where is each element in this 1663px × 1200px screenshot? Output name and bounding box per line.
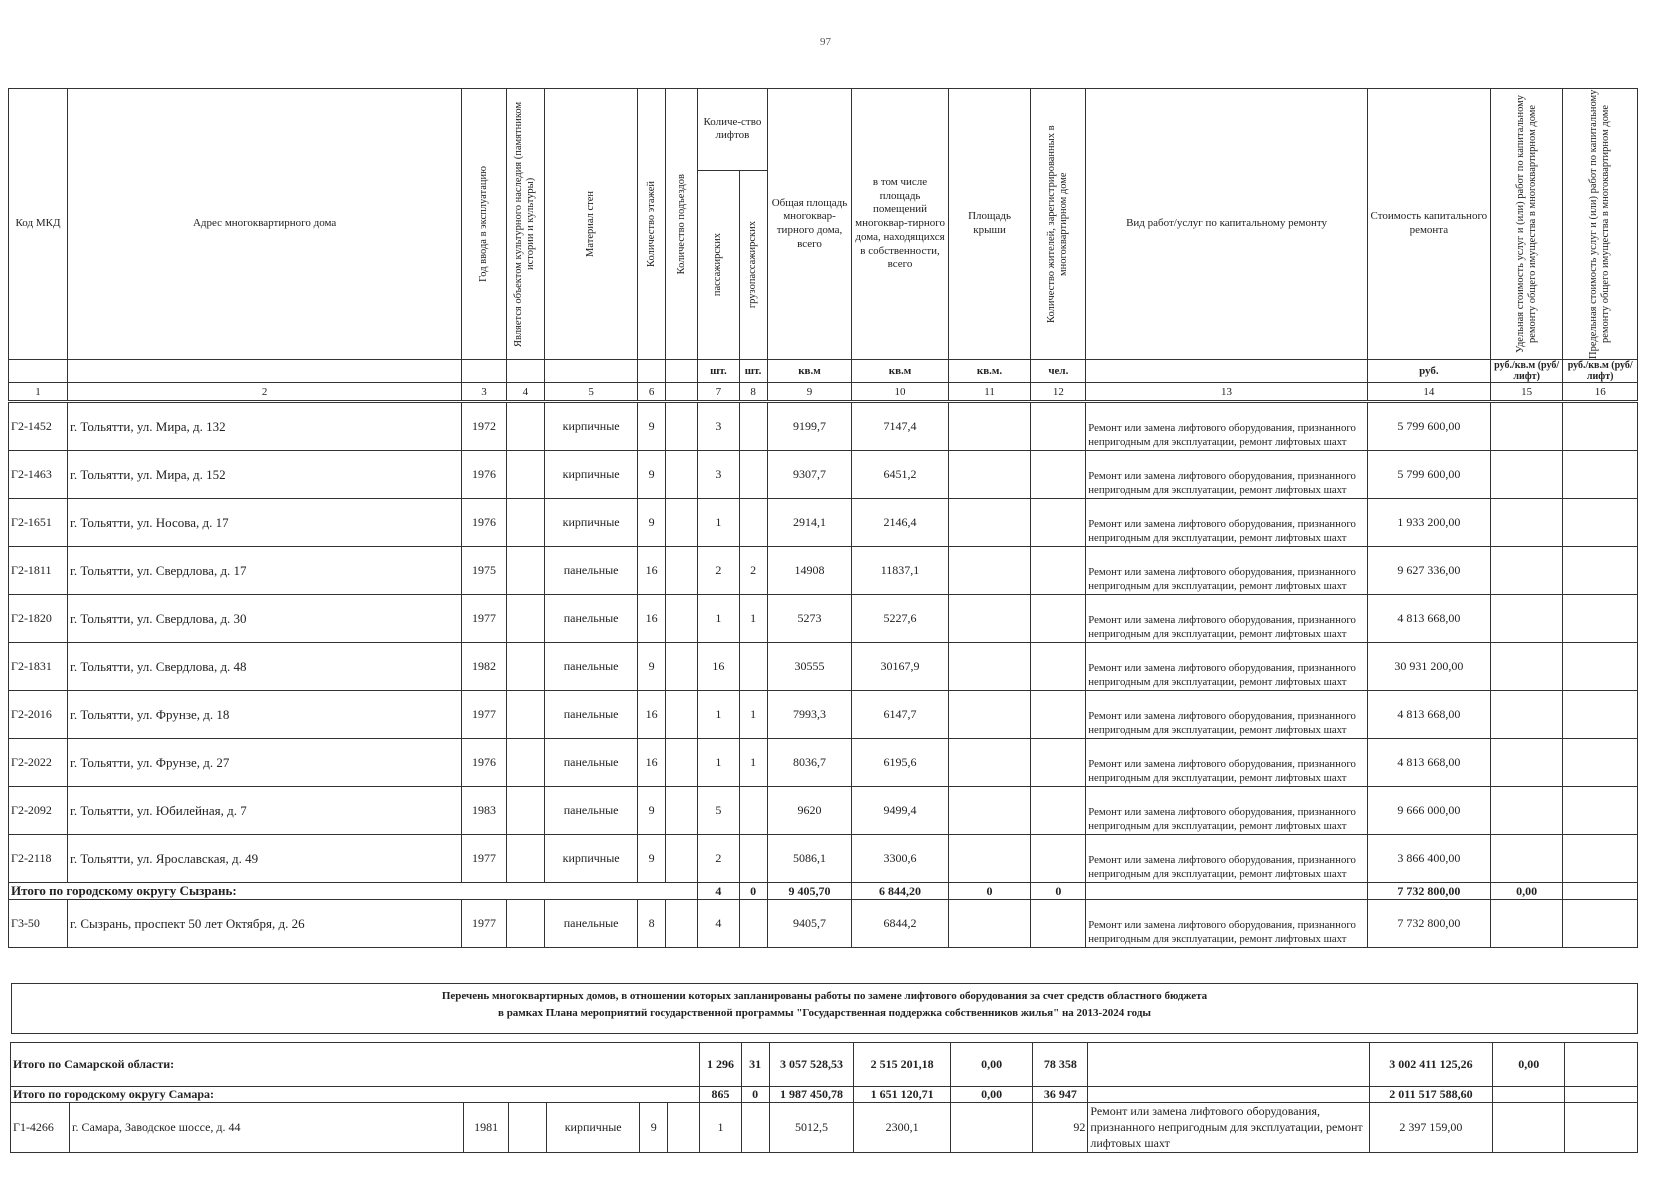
page-number: 97 — [820, 36, 831, 48]
header-lifts: Количе-ство лифтов — [698, 89, 767, 171]
row-freight — [739, 451, 767, 499]
row-freight — [739, 835, 767, 883]
row-cost: 7 732 800,00 — [1367, 900, 1490, 948]
row-code: Г2-1463 — [9, 451, 68, 499]
row-area: 14908 — [767, 547, 852, 595]
table-row — [11, 1103, 1638, 1153]
header-entrances: Количество подъездов — [666, 89, 698, 360]
row-work: Ремонт или замена лифтового оборудования, признанного непригодным для эксплуатации, ремонт лифтовых шахт — [1086, 739, 1368, 787]
total-cost: 3 002 411 125,26 — [1369, 1043, 1492, 1087]
row-area: 5086,1 — [767, 835, 852, 883]
table-row — [9, 451, 1638, 499]
row-year: 1981 — [464, 1103, 509, 1153]
unit-12: чел. — [1031, 360, 1086, 383]
header-owned-area: в том числе площадь помещений многоквар-тирного дома, находящихся в собственности, всего — [852, 89, 948, 360]
unit-8: шт. — [739, 360, 767, 383]
header-heritage: Является объектом культурного наследия (памятником истории и культуры) — [506, 89, 544, 360]
col-number: 2 — [67, 383, 461, 402]
unit-9: кв.м — [767, 360, 852, 383]
row-owned: 6195,6 — [852, 739, 948, 787]
row-floors: 9 — [638, 643, 666, 691]
row-passenger: 1 — [698, 595, 739, 643]
row-passenger: 1 — [698, 739, 739, 787]
total-passenger: 1 296 — [700, 1043, 741, 1087]
row-work: Ремонт или замена лифтового оборудования, признанного непригодным для эксплуатации, ремонт лифтовых шахт — [1086, 643, 1368, 691]
program-note — [11, 983, 1638, 1034]
row-address: г. Самара, Заводское шоссе, д. 44 — [69, 1103, 463, 1153]
row-address: г. Сызрань, проспект 50 лет Октября, д. 26 — [67, 900, 461, 948]
row-material: панельные — [545, 739, 638, 787]
row-material: панельные — [545, 595, 638, 643]
row-code: Г2-2118 — [9, 835, 68, 883]
header-residents: Количество жителей, зарегистрированных в многоквартирном доме — [1031, 89, 1086, 360]
row-year: 1976 — [462, 499, 507, 547]
total-freight: 0 — [741, 1087, 769, 1103]
col-number: 6 — [638, 383, 666, 402]
row-passenger: 16 — [698, 643, 739, 691]
col-number: 7 — [698, 383, 739, 402]
row-material: панельные — [545, 643, 638, 691]
row-owned: 2300,1 — [854, 1103, 950, 1153]
row-passenger: 2 — [698, 547, 739, 595]
col-number: 13 — [1086, 383, 1368, 402]
total-unit: 0,00 — [1493, 1043, 1565, 1087]
row-cost: 4 813 668,00 — [1367, 691, 1490, 739]
row-year: 1972 — [462, 402, 507, 451]
samara-city-total-row — [11, 1087, 1638, 1103]
row-year: 1976 — [462, 451, 507, 499]
row-owned: 3300,6 — [852, 835, 948, 883]
row-code: Г2-1651 — [9, 499, 68, 547]
row-address: г. Тольятти, ул. Фрунзе, д. 27 — [67, 739, 461, 787]
row-cost: 4 813 668,00 — [1367, 739, 1490, 787]
region-summary-table — [10, 1042, 1638, 1153]
total-cost: 2 011 517 588,60 — [1369, 1087, 1492, 1103]
row-address: г. Тольятти, ул. Мира, д. 152 — [67, 451, 461, 499]
row-passenger: 3 — [698, 451, 739, 499]
row-owned: 6147,7 — [852, 691, 948, 739]
table-row — [9, 643, 1638, 691]
header-wall-material: Материал стен — [545, 89, 638, 360]
row-year: 1976 — [462, 739, 507, 787]
total-passenger: 4 — [698, 883, 739, 900]
row-code: Г2-2022 — [9, 739, 68, 787]
row-owned: 6844,2 — [852, 900, 948, 948]
row-floors: 8 — [638, 900, 666, 948]
row-area: 9620 — [767, 787, 852, 835]
table-row — [9, 595, 1638, 643]
col-number: 4 — [506, 383, 544, 402]
header-unit-cost: Удельная стоимость услуг и (или) работ по капитальному ремонту общего имущества в многоквартирном доме — [1490, 89, 1562, 360]
row-work: Ремонт или замена лифтового оборудования, признанного непригодным для эксплуатации, ремонт лифтовых шахт — [1086, 499, 1368, 547]
row-code: Г2-1452 — [9, 402, 68, 451]
col-number: 5 — [545, 383, 638, 402]
table-row — [9, 691, 1638, 739]
row-year: 1977 — [462, 595, 507, 643]
row-freight — [739, 787, 767, 835]
row-code: Г2-2016 — [9, 691, 68, 739]
row-cost: 5 799 600,00 — [1367, 451, 1490, 499]
row-owned: 9499,4 — [852, 787, 948, 835]
row-code: Г2-1831 — [9, 643, 68, 691]
total-area: 1 987 450,78 — [769, 1087, 854, 1103]
row-cost: 3 866 400,00 — [1367, 835, 1490, 883]
row-owned: 7147,4 — [852, 402, 948, 451]
row-floors: 16 — [638, 739, 666, 787]
row-material: панельные — [545, 547, 638, 595]
row-year: 1975 — [462, 547, 507, 595]
row-area: 8036,7 — [767, 739, 852, 787]
header-floors: Количество этажей — [638, 89, 666, 360]
row-freight: 2 — [739, 547, 767, 595]
syzran-total-row — [9, 883, 1638, 900]
total-cost: 7 732 800,00 — [1367, 883, 1490, 900]
row-code: Г3-50 — [9, 900, 68, 948]
total-owned: 1 651 120,71 — [854, 1087, 950, 1103]
header-freight-lifts: грузопассажирских — [739, 170, 767, 360]
row-area: 5012,5 — [769, 1103, 854, 1153]
row-material: панельные — [545, 691, 638, 739]
row-address: г. Тольятти, ул. Ярославская, д. 49 — [67, 835, 461, 883]
row-area: 9199,7 — [767, 402, 852, 451]
note-line-1: Перечень многоквартирных домов, в отношении которых запланированы работы по замене лифтового оборудования за счет средств областного бюджета — [441, 990, 1208, 1002]
row-address: г. Тольятти, ул. Свердлова, д. 48 — [67, 643, 461, 691]
total-owned: 2 515 201,18 — [854, 1043, 950, 1087]
col-number: 8 — [739, 383, 767, 402]
row-cost: 1 933 200,00 — [1367, 499, 1490, 547]
unit-15: руб./кв.м (руб/лифт) — [1490, 360, 1562, 383]
row-people: 92 — [1033, 1103, 1088, 1153]
row-freight: 1 — [739, 595, 767, 643]
region-total-row — [11, 1043, 1638, 1087]
row-area: 7993,3 — [767, 691, 852, 739]
row-area: 9405,7 — [767, 900, 852, 948]
total-freight: 0 — [739, 883, 767, 900]
col-number: 14 — [1367, 383, 1490, 402]
header-work-type: Вид работ/услуг по капитальному ремонту — [1086, 89, 1368, 360]
row-passenger: 1 — [700, 1103, 741, 1153]
row-material: кирпичные — [545, 402, 638, 451]
row-material: панельные — [545, 900, 638, 948]
row-work: Ремонт или замена лифтового оборудования, признанного непригодным для эксплуатации, ремонт лифтовых шахт — [1086, 451, 1368, 499]
row-freight — [739, 499, 767, 547]
row-floors: 16 — [638, 547, 666, 595]
table-row — [9, 900, 1638, 948]
col-number: 10 — [852, 383, 948, 402]
row-floors: 9 — [638, 499, 666, 547]
row-code: Г1-4266 — [11, 1103, 70, 1153]
row-work: Ремонт или замена лифтового оборудования, признанного непригодным для эксплуатации, ремонт лифтовых шахт — [1086, 595, 1368, 643]
col-number: 11 — [948, 383, 1031, 402]
row-owned: 5227,6 — [852, 595, 948, 643]
row-freight — [739, 402, 767, 451]
header-passenger-lifts: пассажирских — [698, 170, 739, 360]
row-floors: 9 — [638, 402, 666, 451]
row-year: 1977 — [462, 900, 507, 948]
row-passenger: 2 — [698, 835, 739, 883]
row-work: Ремонт или замена лифтового оборудования, признанного непригодным для эксплуатации, ремонт лифтовых шахт — [1086, 900, 1368, 948]
header-address: Адрес многоквартирного дома — [67, 89, 461, 360]
row-cost: 9 666 000,00 — [1367, 787, 1490, 835]
total-label: Итого по городскому округу Сызрань: — [9, 883, 698, 900]
header-cost: Стоимость капитального ремонта — [1367, 89, 1490, 360]
col-number: 12 — [1031, 383, 1086, 402]
col-number: 3 — [462, 383, 507, 402]
total-people: 36 947 — [1033, 1087, 1088, 1103]
row-year: 1977 — [462, 691, 507, 739]
total-roof: 0,00 — [950, 1043, 1033, 1087]
header-roof-area: Площадь крыши — [948, 89, 1031, 360]
table-row — [9, 547, 1638, 595]
col-number: 16 — [1563, 383, 1638, 402]
row-owned: 30167,9 — [852, 643, 948, 691]
note-line-2: в рамках Плана мероприятий государственной программы "Государственная поддержка собственников жилья" на 2013-2024 годы — [498, 1007, 1151, 1019]
row-work: Ремонт или замена лифтового оборудования, признанного непригодным для эксплуатации, ремонт лифтовых шахт — [1086, 835, 1368, 883]
table-row — [9, 739, 1638, 787]
row-area: 2914,1 — [767, 499, 852, 547]
total-people: 0 — [1031, 883, 1086, 900]
col-number: 1 — [9, 383, 68, 402]
table-row — [9, 402, 1638, 451]
table-row — [9, 499, 1638, 547]
row-owned: 2146,4 — [852, 499, 948, 547]
row-floors: 9 — [638, 835, 666, 883]
row-work: Ремонт или замена лифтового оборудования, признанного непригодным для эксплуатации, ремонт лифтовых шахт — [1086, 787, 1368, 835]
table-row — [9, 787, 1638, 835]
row-passenger: 1 — [698, 499, 739, 547]
header-code: Код МКД — [9, 89, 68, 360]
unit-14: руб. — [1367, 360, 1490, 383]
row-material: кирпичные — [545, 835, 638, 883]
table-row — [9, 835, 1638, 883]
row-work: Ремонт или замена лифтового оборудования, признанного непригодным для эксплуатации, ремонт лифтовых шахт — [1086, 402, 1368, 451]
row-address: г. Тольятти, ул. Свердлова, д. 17 — [67, 547, 461, 595]
total-passenger: 865 — [700, 1087, 741, 1103]
unit-11: кв.м. — [948, 360, 1031, 383]
total-owned: 6 844,20 — [852, 883, 948, 900]
header-max-cost: Предельная стоимость услуг и (или) работ по капитальному ремонту общего имущества в многоквартирном доме — [1563, 89, 1638, 360]
row-freight: 1 — [739, 691, 767, 739]
row-material: кирпичные — [547, 1103, 640, 1153]
row-freight: 1 — [739, 739, 767, 787]
row-floors: 16 — [638, 691, 666, 739]
row-address: г. Тольятти, ул. Фрунзе, д. 18 — [67, 691, 461, 739]
row-passenger: 1 — [698, 691, 739, 739]
total-label: Итого по Самарской области: — [11, 1043, 700, 1087]
row-cost: 4 813 668,00 — [1367, 595, 1490, 643]
unit-10: кв.м — [852, 360, 948, 383]
row-cost: 30 931 200,00 — [1367, 643, 1490, 691]
capital-repair-table — [8, 88, 1638, 948]
row-work: Ремонт или замена лифтового оборудования, признанного непригодным для эксплуатации, ремонт лифтовых шахт — [1086, 691, 1368, 739]
row-floors: 9 — [638, 451, 666, 499]
row-floors: 16 — [638, 595, 666, 643]
row-area: 9307,7 — [767, 451, 852, 499]
total-freight: 31 — [741, 1043, 769, 1087]
col-number: 9 — [767, 383, 852, 402]
total-roof: 0,00 — [950, 1087, 1033, 1103]
row-work: Ремонт или замена лифтового оборудования, признанного непригодным для эксплуатации, ремонт лифтовых шахт — [1088, 1103, 1370, 1153]
row-freight — [741, 1103, 769, 1153]
row-address: г. Тольятти, ул. Юбилейная, д. 7 — [67, 787, 461, 835]
unit-7: шт. — [698, 360, 739, 383]
total-label: Итого по городскому округу Самара: — [11, 1087, 700, 1103]
row-year: 1977 — [462, 835, 507, 883]
row-address: г. Тольятти, ул. Носова, д. 17 — [67, 499, 461, 547]
row-code: Г2-1820 — [9, 595, 68, 643]
row-work: Ремонт или замена лифтового оборудования, признанного непригодным для эксплуатации, ремонт лифтовых шахт — [1086, 547, 1368, 595]
row-floors: 9 — [638, 787, 666, 835]
row-floors: 9 — [640, 1103, 668, 1153]
row-freight — [739, 900, 767, 948]
total-people: 78 358 — [1033, 1043, 1088, 1087]
row-area: 5273 — [767, 595, 852, 643]
row-material: панельные — [545, 787, 638, 835]
row-material: кирпичные — [545, 451, 638, 499]
header-year: Год ввода в эксплуатацию — [462, 89, 507, 360]
total-area: 3 057 528,53 — [769, 1043, 854, 1087]
row-passenger: 3 — [698, 402, 739, 451]
row-cost: 5 799 600,00 — [1367, 402, 1490, 451]
total-roof: 0 — [948, 883, 1031, 900]
row-year: 1983 — [462, 787, 507, 835]
row-address: г. Тольятти, ул. Мира, д. 132 — [67, 402, 461, 451]
row-code: Г2-2092 — [9, 787, 68, 835]
row-area: 30555 — [767, 643, 852, 691]
row-year: 1982 — [462, 643, 507, 691]
row-code: Г2-1811 — [9, 547, 68, 595]
row-owned: 11837,1 — [852, 547, 948, 595]
unit-16: руб./кв.м (руб/лифт) — [1563, 360, 1638, 383]
row-cost: 9 627 336,00 — [1367, 547, 1490, 595]
row-passenger: 4 — [698, 900, 739, 948]
col-number: 15 — [1490, 383, 1562, 402]
row-material: кирпичные — [545, 499, 638, 547]
row-owned: 6451,2 — [852, 451, 948, 499]
total-unit: 0,00 — [1490, 883, 1562, 900]
row-address: г. Тольятти, ул. Свердлова, д. 30 — [67, 595, 461, 643]
row-cost: 2 397 159,00 — [1369, 1103, 1492, 1153]
row-freight — [739, 643, 767, 691]
total-area: 9 405,70 — [767, 883, 852, 900]
row-passenger: 5 — [698, 787, 739, 835]
header-total-area: Общая площадь многоквар-тирного дома, всего — [767, 89, 852, 360]
